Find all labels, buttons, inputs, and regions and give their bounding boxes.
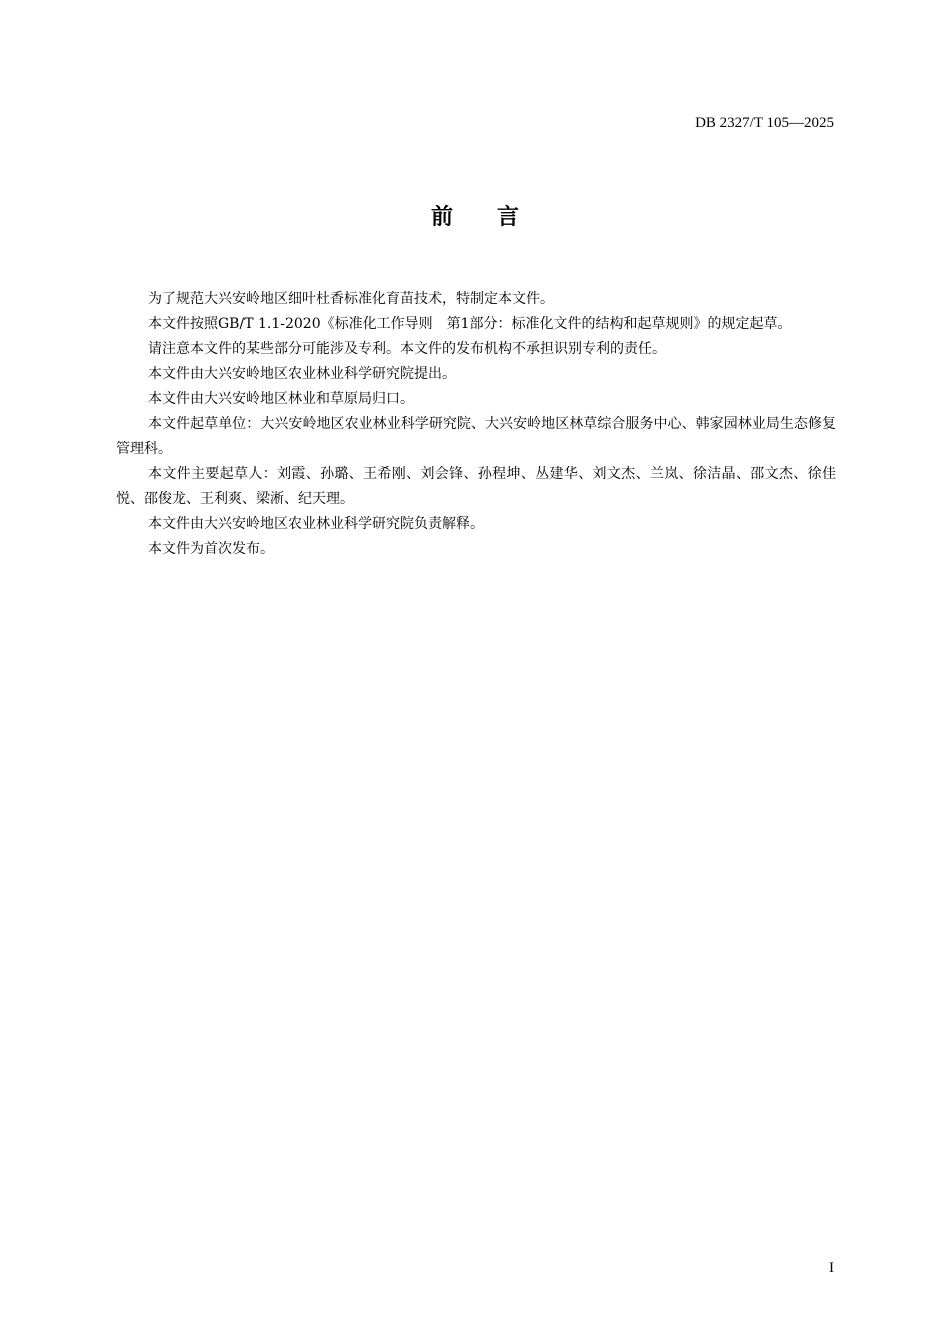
document-code: DB 2327/T 105—2025 (695, 115, 834, 131)
page-title: 前言 (430, 205, 563, 230)
paragraph-drafting-rules: 本文件按照GB/T 1.1-2020《标准化工作导则 第1部分：标准化文件的结构和起草规则》的规定起草。 (148, 316, 792, 332)
paragraph-patent-notice: 请注意本文件的某些部分可能涉及专利。本文件的发布机构不承担识别专利的责任。 (148, 341, 666, 357)
paragraph-first-release: 本文件为首次发布。 (148, 541, 274, 557)
paragraph-proposed-by: 本文件由大兴安岭地区农业林业科学研究院提出。 (148, 366, 456, 382)
paragraph-purpose: 为了规范大兴安岭地区细叶杜香标准化育苗技术，特制定本文件。 (148, 291, 554, 307)
paragraph-drafters: 本文件主要起草人：刘霞、孙璐、王希刚、刘会锋、孙程坤、丛建华、刘文杰、兰岚、徐洁晶、邵文杰、徐佳悦、邵俊龙、王利爽、梁淅、纪天理。 (116, 466, 836, 507)
paragraph-administered-by: 本文件由大兴安岭地区林业和草原局归口。 (148, 391, 414, 407)
page-number: I (829, 1260, 834, 1276)
paragraph-interpretation: 本文件由大兴安岭地区农业林业科学研究院负责解释。 (148, 516, 484, 532)
foreword-body (116, 287, 836, 562)
paragraph-drafting-units: 本文件起草单位：大兴安岭地区农业林业科学研究院、大兴安岭地区林草综合服务中心、韩家园林业局生态修复管理科。 (116, 416, 836, 457)
